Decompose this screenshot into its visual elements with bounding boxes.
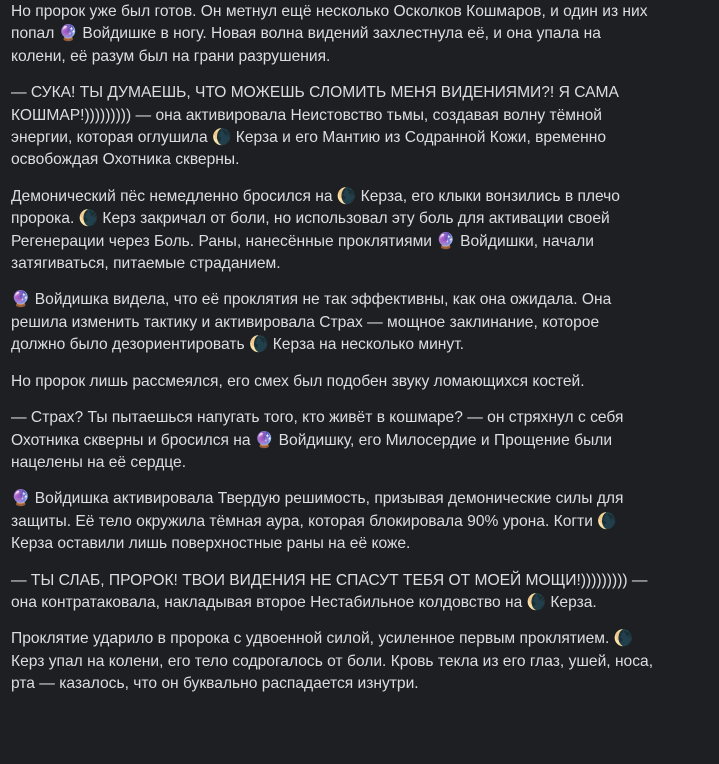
story-paragraph-7: 🔮 Войдишка активировала Твердую решимость, призывая демонические силы для защиты. Её тело окружила тёмная аура, которая блокировала 90% урона. Когти 🌘 Керза оставили лишь поверхностные раны на её коже. xyxy=(11,490,624,553)
story-paragraph-6: — Страх? Ты пытаешься напугать того, кто живёт в кошмаре? — он стряхнул с себя Охотника скверны и бросился на 🔮 Войдишку, его Милосердие и Прощение были нацелены на её сердце. xyxy=(11,409,624,471)
story-paragraph-2: — СУКА! ТЫ ДУМАЕШЬ, ЧТО МОЖЕШЬ СЛОМИТЬ МЕНЯ ВИДЕНИЯМИ?! Я САМА КОШМАР!))))))))) — она активировала Неистовство тьмы, создавая волну тёмной энергии, которая оглушила 🌘 Керза и его Мантию из Содранной Кожи, временно освобождая Охотника скверны. xyxy=(11,84,619,169)
story-paragraph-3: Демонический пёс немедленно бросился на 🌘 Керза, его клыки вонзились в плечо пророка. 🌘 Керз закричал от боли, но использовал эту боль для активации своей Регенерации через Боль. Раны, нанесённые проклятиями 🔮 Войдишки, начали затягиваться, питаемые страданием. xyxy=(11,187,620,273)
story-paragraph-8: — ТЫ СЛАБ, ПРОРОК! ТВОИ ВИДЕНИЯ НЕ СПАСУТ ТЕБЯ ОТ МОЕЙ МОЩИ!))))))))) — она контратаковала, накладывая второе Нестабильное колдовство на 🌘 Керза. xyxy=(11,571,648,611)
story-paragraph-5: Но пророк лишь рассмеялся, его смех был подобен звуку ломающихся костей. xyxy=(11,372,585,390)
story-paragraph-9: Проклятие ударило в пророка с удвоенной силой, усиленное первым проклятием. 🌘 Керз упал на колени, его тело содрогалось от боли. Кровь текла из его глаз, ушей, носа, рта — казалось, что он буквально распадается изнутри. xyxy=(11,630,654,693)
story-paragraph-1: Но пророк уже был готов. Он метнул ещё несколько Осколков Кошмаров, и один из них попал 🔮 Войдишке в ногу. Новая волна видений захлестнула её, и она упала на колени, её разум был на грани разрушения. xyxy=(11,3,648,65)
story-paragraph-4: 🔮 Войдишка видела, что её проклятия не так эффективны, как она ожидала. Она решила изменить тактику и активировала Страх — мощное заклинание, которое должно было дезориентировать 🌘 Керза на несколько минут. xyxy=(11,291,612,354)
